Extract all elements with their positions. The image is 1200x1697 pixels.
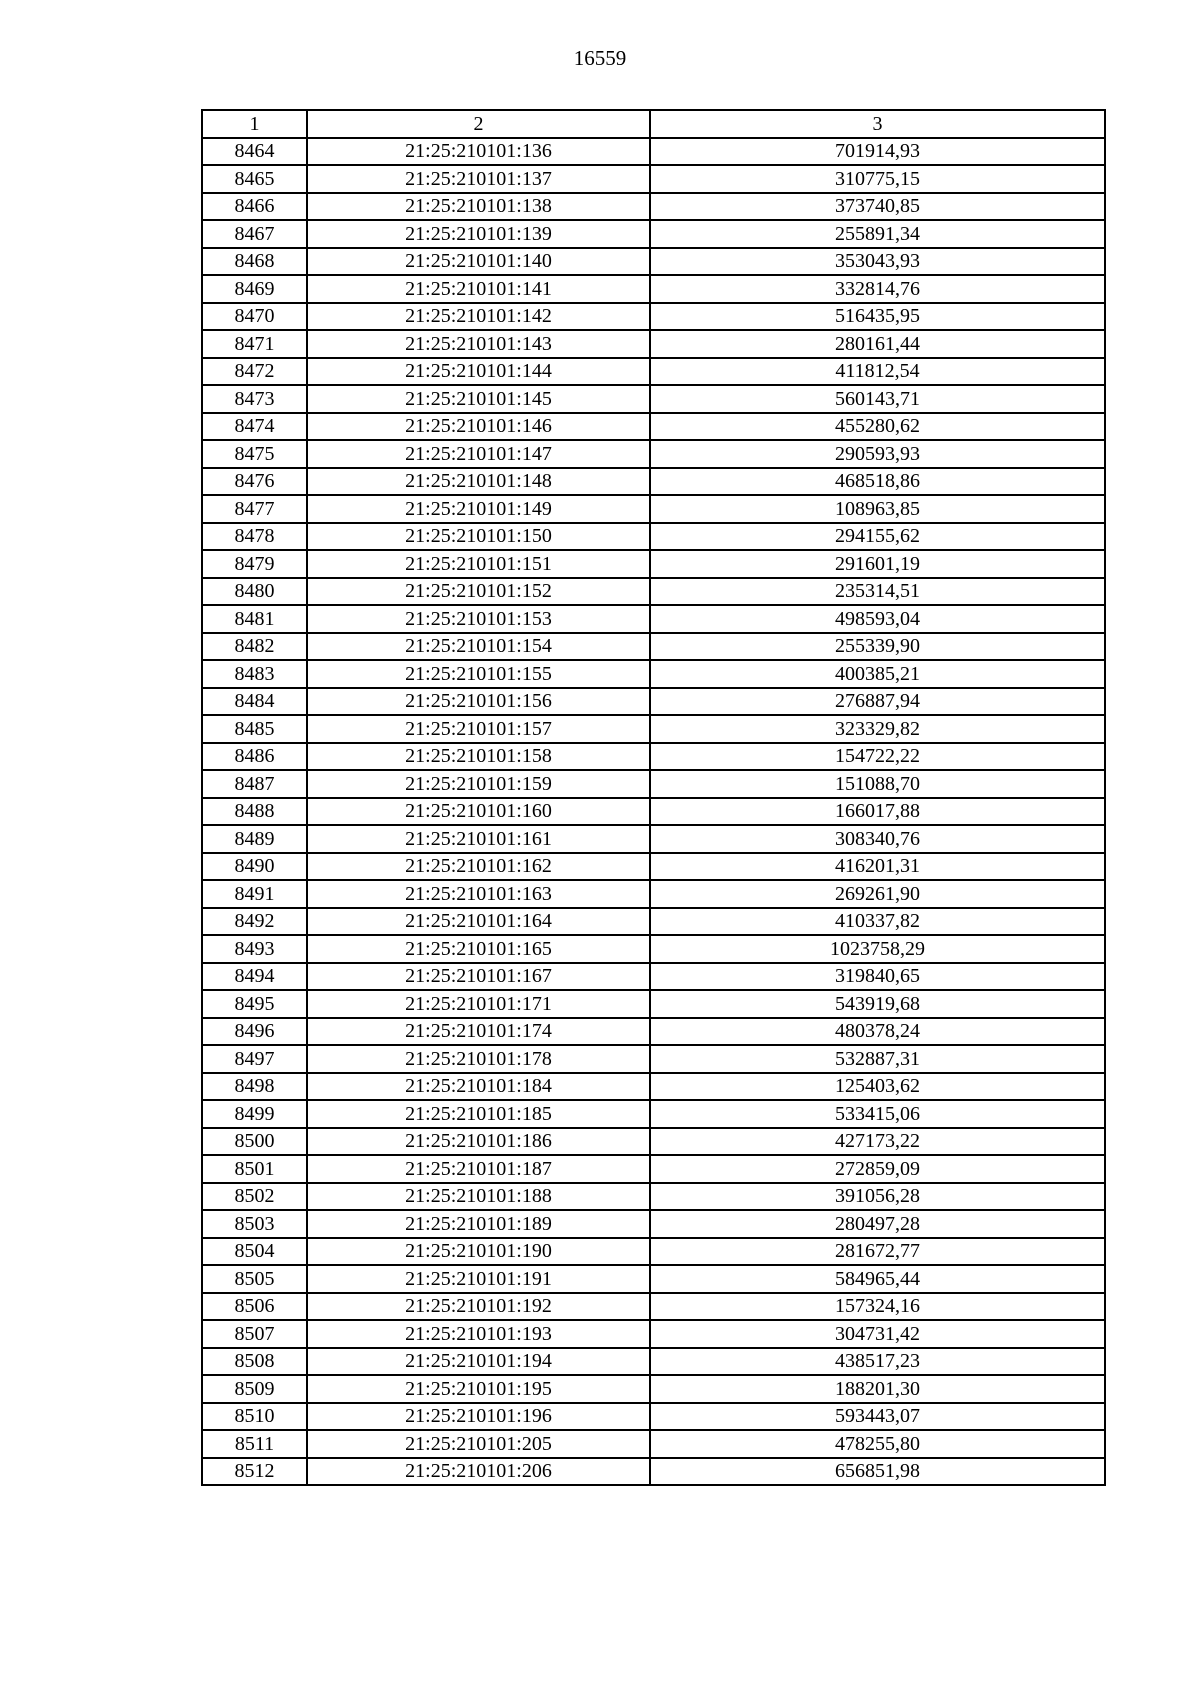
- cadastral-number-cell: 21:25:210101:162: [307, 853, 650, 881]
- table-row: [202, 880, 1105, 908]
- value-cell: 291601,19: [650, 550, 1105, 578]
- row-number-cell: 8471: [202, 330, 307, 358]
- value-cell: 308340,76: [650, 825, 1105, 853]
- table-row: [202, 1100, 1105, 1128]
- cadastral-number-cell: 21:25:210101:146: [307, 413, 650, 441]
- value-cell: 416201,31: [650, 853, 1105, 881]
- value-cell: 294155,62: [650, 523, 1105, 551]
- value-cell: 391056,28: [650, 1183, 1105, 1211]
- cadastral-number-cell: 21:25:210101:187: [307, 1155, 650, 1183]
- row-number-cell: 8479: [202, 550, 307, 578]
- value-cell: 188201,30: [650, 1375, 1105, 1403]
- value-cell: 323329,82: [650, 715, 1105, 743]
- table-row: [202, 853, 1105, 881]
- row-number-cell: 8508: [202, 1348, 307, 1376]
- header-cell-3: 3: [650, 110, 1105, 138]
- table-row: [202, 303, 1105, 331]
- table-row: [202, 1073, 1105, 1101]
- value-cell: 543919,68: [650, 990, 1105, 1018]
- table-row: [202, 385, 1105, 413]
- row-number-cell: 8473: [202, 385, 307, 413]
- value-cell: 516435,95: [650, 303, 1105, 331]
- value-cell: 438517,23: [650, 1348, 1105, 1376]
- value-cell: 455280,62: [650, 413, 1105, 441]
- row-number-cell: 8497: [202, 1045, 307, 1073]
- cadastral-number-cell: 21:25:210101:178: [307, 1045, 650, 1073]
- value-cell: 560143,71: [650, 385, 1105, 413]
- row-number-cell: 8503: [202, 1210, 307, 1238]
- value-cell: 108963,85: [650, 495, 1105, 523]
- row-number-cell: 8495: [202, 990, 307, 1018]
- table-row: [202, 770, 1105, 798]
- row-number-cell: 8510: [202, 1403, 307, 1431]
- row-number-cell: 8512: [202, 1458, 307, 1486]
- table-row: [202, 1018, 1105, 1046]
- row-number-cell: 8480: [202, 578, 307, 606]
- cadastral-number-cell: 21:25:210101:155: [307, 660, 650, 688]
- row-number-cell: 8502: [202, 1183, 307, 1211]
- data-table: [201, 109, 1106, 1486]
- table-row: [202, 330, 1105, 358]
- cadastral-number-cell: 21:25:210101:190: [307, 1238, 650, 1266]
- row-number-cell: 8488: [202, 798, 307, 826]
- value-cell: 411812,54: [650, 358, 1105, 386]
- table-row: [202, 1375, 1105, 1403]
- table-row: [202, 825, 1105, 853]
- table-row: [202, 550, 1105, 578]
- table-row: [202, 798, 1105, 826]
- value-cell: 1023758,29: [650, 935, 1105, 963]
- row-number-cell: 8468: [202, 248, 307, 276]
- cadastral-number-cell: 21:25:210101:147: [307, 440, 650, 468]
- value-cell: 701914,93: [650, 138, 1105, 166]
- cadastral-number-cell: 21:25:210101:150: [307, 523, 650, 551]
- cadastral-number-cell: 21:25:210101:195: [307, 1375, 650, 1403]
- row-number-cell: 8492: [202, 908, 307, 936]
- row-number-cell: 8481: [202, 605, 307, 633]
- header-cell-1: 1: [202, 110, 307, 138]
- cadastral-number-cell: 21:25:210101:165: [307, 935, 650, 963]
- cadastral-number-cell: 21:25:210101:161: [307, 825, 650, 853]
- cadastral-number-cell: 21:25:210101:158: [307, 743, 650, 771]
- value-cell: 157324,16: [650, 1293, 1105, 1321]
- table-row: [202, 1238, 1105, 1266]
- cadastral-number-cell: 21:25:210101:144: [307, 358, 650, 386]
- row-number-cell: 8504: [202, 1238, 307, 1266]
- table-row: [202, 1045, 1105, 1073]
- cadastral-number-cell: 21:25:210101:160: [307, 798, 650, 826]
- cadastral-number-cell: 21:25:210101:174: [307, 1018, 650, 1046]
- cadastral-number-cell: 21:25:210101:148: [307, 468, 650, 496]
- cadastral-number-cell: 21:25:210101:143: [307, 330, 650, 358]
- value-cell: 280161,44: [650, 330, 1105, 358]
- row-number-cell: 8483: [202, 660, 307, 688]
- table-body: [202, 138, 1105, 1486]
- table-row: [202, 578, 1105, 606]
- row-number-cell: 8499: [202, 1100, 307, 1128]
- cadastral-number-cell: 21:25:210101:156: [307, 688, 650, 716]
- cadastral-number-cell: 21:25:210101:140: [307, 248, 650, 276]
- table-row: [202, 1320, 1105, 1348]
- cadastral-number-cell: 21:25:210101:171: [307, 990, 650, 1018]
- table-row: [202, 743, 1105, 771]
- value-cell: 304731,42: [650, 1320, 1105, 1348]
- table-row: [202, 248, 1105, 276]
- row-number-cell: 8509: [202, 1375, 307, 1403]
- row-number-cell: 8476: [202, 468, 307, 496]
- row-number-cell: 8498: [202, 1073, 307, 1101]
- table-row: [202, 358, 1105, 386]
- value-cell: 480378,24: [650, 1018, 1105, 1046]
- row-number-cell: 8507: [202, 1320, 307, 1348]
- row-number-cell: 8465: [202, 165, 307, 193]
- table-row: [202, 468, 1105, 496]
- row-number-cell: 8485: [202, 715, 307, 743]
- value-cell: 269261,90: [650, 880, 1105, 908]
- table-row: [202, 275, 1105, 303]
- value-cell: 166017,88: [650, 798, 1105, 826]
- value-cell: 353043,93: [650, 248, 1105, 276]
- header-cell-2: 2: [307, 110, 650, 138]
- table-row: [202, 908, 1105, 936]
- cadastral-number-cell: 21:25:210101:137: [307, 165, 650, 193]
- cadastral-number-cell: 21:25:210101:193: [307, 1320, 650, 1348]
- cadastral-number-cell: 21:25:210101:196: [307, 1403, 650, 1431]
- cadastral-number-cell: 21:25:210101:154: [307, 633, 650, 661]
- cadastral-number-cell: 21:25:210101:189: [307, 1210, 650, 1238]
- table-row: [202, 165, 1105, 193]
- value-cell: 468518,86: [650, 468, 1105, 496]
- value-cell: 373740,85: [650, 193, 1105, 221]
- cadastral-number-cell: 21:25:210101:163: [307, 880, 650, 908]
- row-number-cell: 8501: [202, 1155, 307, 1183]
- cadastral-number-cell: 21:25:210101:152: [307, 578, 650, 606]
- cadastral-number-cell: 21:25:210101:139: [307, 220, 650, 248]
- cadastral-number-cell: 21:25:210101:145: [307, 385, 650, 413]
- cadastral-number-cell: 21:25:210101:188: [307, 1183, 650, 1211]
- cadastral-number-cell: 21:25:210101:164: [307, 908, 650, 936]
- page-number: 16559: [573, 46, 627, 70]
- value-cell: 593443,07: [650, 1403, 1105, 1431]
- cadastral-number-cell: 21:25:210101:184: [307, 1073, 650, 1101]
- cadastral-number-cell: 21:25:210101:157: [307, 715, 650, 743]
- cadastral-number-cell: 21:25:210101:205: [307, 1430, 650, 1458]
- value-cell: 272859,09: [650, 1155, 1105, 1183]
- value-cell: 427173,22: [650, 1128, 1105, 1156]
- value-cell: 154722,22: [650, 743, 1105, 771]
- value-cell: 400385,21: [650, 660, 1105, 688]
- table-row: [202, 1183, 1105, 1211]
- table-row: [202, 440, 1105, 468]
- table-row: [202, 660, 1105, 688]
- row-number-cell: 8500: [202, 1128, 307, 1156]
- value-cell: 584965,44: [650, 1265, 1105, 1293]
- table-row: [202, 495, 1105, 523]
- cadastral-number-cell: 21:25:210101:167: [307, 963, 650, 991]
- row-number-cell: 8472: [202, 358, 307, 386]
- row-number-cell: 8464: [202, 138, 307, 166]
- table-row: [202, 963, 1105, 991]
- table-row: [202, 193, 1105, 221]
- table-row: [202, 990, 1105, 1018]
- row-number-cell: 8474: [202, 413, 307, 441]
- row-number-cell: 8494: [202, 963, 307, 991]
- table-row: [202, 1430, 1105, 1458]
- value-cell: 125403,62: [650, 1073, 1105, 1101]
- row-number-cell: 8489: [202, 825, 307, 853]
- value-cell: 498593,04: [650, 605, 1105, 633]
- value-cell: 255891,34: [650, 220, 1105, 248]
- table-row: [202, 1348, 1105, 1376]
- table-row: [202, 220, 1105, 248]
- cadastral-number-cell: 21:25:210101:142: [307, 303, 650, 331]
- cadastral-number-cell: 21:25:210101:149: [307, 495, 650, 523]
- value-cell: 281672,77: [650, 1238, 1105, 1266]
- cadastral-number-cell: 21:25:210101:159: [307, 770, 650, 798]
- row-number-cell: 8477: [202, 495, 307, 523]
- cadastral-number-cell: 21:25:210101:206: [307, 1458, 650, 1486]
- cadastral-number-cell: 21:25:210101:151: [307, 550, 650, 578]
- table-row: [202, 715, 1105, 743]
- row-number-cell: 8478: [202, 523, 307, 551]
- table-row: [202, 935, 1105, 963]
- cadastral-number-cell: 21:25:210101:141: [307, 275, 650, 303]
- table-header: [202, 110, 1105, 138]
- table-row: [202, 1458, 1105, 1486]
- row-number-cell: 8496: [202, 1018, 307, 1046]
- row-number-cell: 8475: [202, 440, 307, 468]
- cadastral-number-cell: 21:25:210101:191: [307, 1265, 650, 1293]
- value-cell: 532887,31: [650, 1045, 1105, 1073]
- row-number-cell: 8467: [202, 220, 307, 248]
- table-row: [202, 413, 1105, 441]
- value-cell: 151088,70: [650, 770, 1105, 798]
- table-row: [202, 1293, 1105, 1321]
- row-number-cell: 8484: [202, 688, 307, 716]
- value-cell: 533415,06: [650, 1100, 1105, 1128]
- table-row: [202, 1403, 1105, 1431]
- value-cell: 255339,90: [650, 633, 1105, 661]
- value-cell: 478255,80: [650, 1430, 1105, 1458]
- cadastral-number-cell: 21:25:210101:192: [307, 1293, 650, 1321]
- cadastral-number-cell: 21:25:210101:138: [307, 193, 650, 221]
- table-row: [202, 1128, 1105, 1156]
- table-row: [202, 688, 1105, 716]
- value-cell: 310775,15: [650, 165, 1105, 193]
- row-number-cell: 8470: [202, 303, 307, 331]
- table-row: [202, 1265, 1105, 1293]
- cadastral-number-cell: 21:25:210101:153: [307, 605, 650, 633]
- row-number-cell: 8493: [202, 935, 307, 963]
- row-number-cell: 8490: [202, 853, 307, 881]
- value-cell: 235314,51: [650, 578, 1105, 606]
- value-cell: 656851,98: [650, 1458, 1105, 1486]
- row-number-cell: 8506: [202, 1293, 307, 1321]
- value-cell: 319840,65: [650, 963, 1105, 991]
- cadastral-number-cell: 21:25:210101:185: [307, 1100, 650, 1128]
- value-cell: 332814,76: [650, 275, 1105, 303]
- cadastral-number-cell: 21:25:210101:186: [307, 1128, 650, 1156]
- table-row: [202, 1155, 1105, 1183]
- value-cell: 290593,93: [650, 440, 1105, 468]
- row-number-cell: 8469: [202, 275, 307, 303]
- row-number-cell: 8505: [202, 1265, 307, 1293]
- value-cell: 276887,94: [650, 688, 1105, 716]
- table-row: [202, 523, 1105, 551]
- table-row: [202, 605, 1105, 633]
- value-cell: 280497,28: [650, 1210, 1105, 1238]
- table-row: [202, 138, 1105, 166]
- row-number-cell: 8491: [202, 880, 307, 908]
- row-number-cell: 8487: [202, 770, 307, 798]
- cadastral-number-cell: 21:25:210101:136: [307, 138, 650, 166]
- value-cell: 410337,82: [650, 908, 1105, 936]
- table-row: [202, 1210, 1105, 1238]
- table-row: [202, 633, 1105, 661]
- header-row: [202, 110, 1105, 138]
- cadastral-number-cell: 21:25:210101:194: [307, 1348, 650, 1376]
- row-number-cell: 8511: [202, 1430, 307, 1458]
- row-number-cell: 8466: [202, 193, 307, 221]
- row-number-cell: 8482: [202, 633, 307, 661]
- row-number-cell: 8486: [202, 743, 307, 771]
